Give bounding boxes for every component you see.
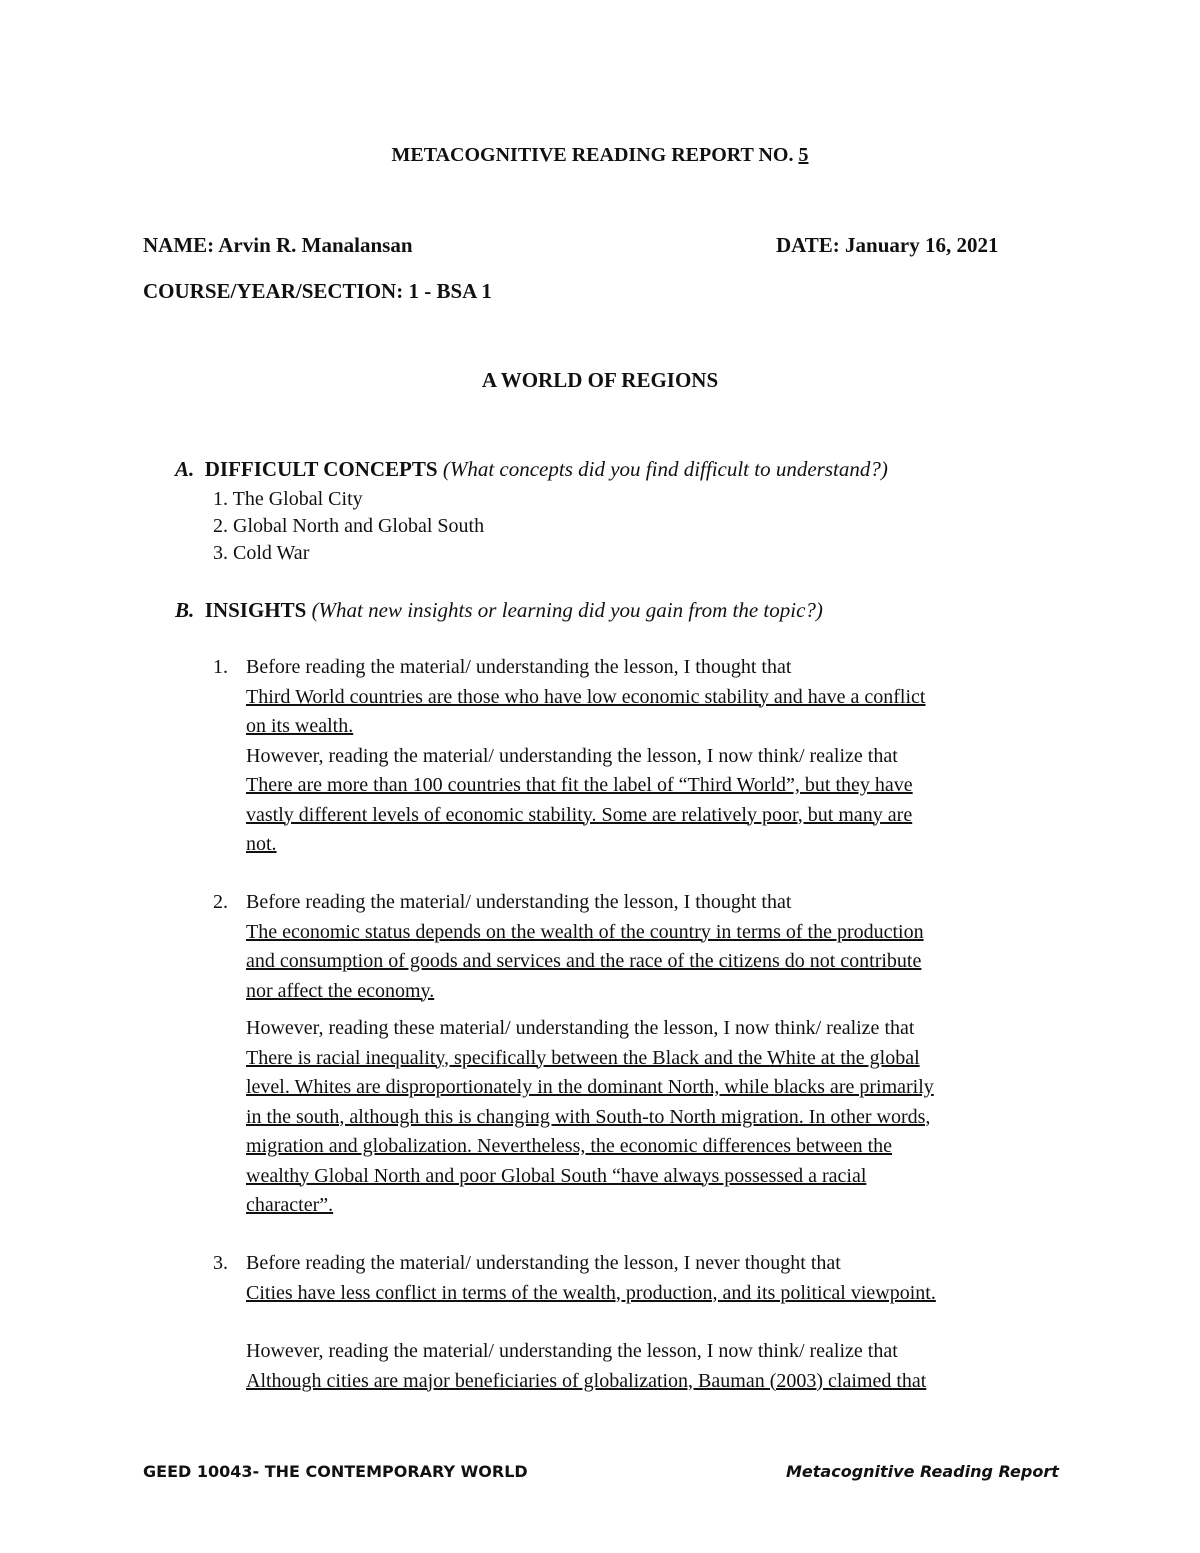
after-answer-line: Although cities are major beneficiaries of globalization, Bauman (2003) claimed that xyxy=(246,1369,927,1392)
before-prompt: Before reading the material/ understanding the lesson, I thought that xyxy=(246,891,792,913)
report-number: 5 xyxy=(798,144,809,166)
section-a-question: (What concepts did you find difficult to understand?) xyxy=(442,457,888,481)
before-answer-line: Third World countries are those who have low economic stability and have a conflict xyxy=(246,685,926,708)
after-prompt: However, reading these material/ understanding the lesson, I now think/ realize that xyxy=(246,1017,915,1039)
concept-item: 1. The Global City xyxy=(213,488,363,510)
after-answer-line: wealthy Global North and poor Global South “have always possessed a racial xyxy=(246,1164,867,1187)
insight-3 xyxy=(246,1249,1058,1396)
section-a-title: DIFFICULT CONCEPTS xyxy=(204,457,438,481)
report-date: DATE: January 16, 2021 xyxy=(776,233,999,257)
before-answer-line: and consumption of goods and services and the race of the citizens do not contribute xyxy=(246,950,922,972)
course-year-section: COURSE/YEAR/SECTION: 1 - BSA 1 xyxy=(143,279,492,303)
insight-number: 2. xyxy=(213,891,228,913)
concept-item: 3. Cold War xyxy=(213,542,310,564)
section-a-heading xyxy=(175,457,888,482)
after-answer-line: in the south, although this is changing with South-to North migration. In other words, xyxy=(246,1105,931,1128)
report-title-text: METACOGNITIVE READING REPORT NO. xyxy=(391,144,794,166)
footer-doc-type: Metacognitive Reading Report xyxy=(786,1462,1059,1481)
section-b-heading xyxy=(175,598,823,623)
after-prompt: However, reading the material/ understanding the lesson, I now think/ realize that xyxy=(246,744,898,767)
concept-item: 2. Global North and Global South xyxy=(213,515,485,537)
after-answer-line: level. Whites are disproportionately in the dominant North, while blacks are primarily xyxy=(246,1076,934,1098)
insight-2 xyxy=(246,888,1058,1221)
section-b-question: (What new insights or learning did you gain from the topic?) xyxy=(311,598,823,622)
student-name: NAME: Arvin R. Manalansan xyxy=(143,233,413,257)
spacer xyxy=(246,1006,1058,1014)
report-title xyxy=(0,144,1200,167)
section-a-letter: A. xyxy=(175,457,195,481)
after-answer-line: not. xyxy=(246,833,277,855)
after-answer-line: migration and globalization. Nevertheless, the economic differences between the xyxy=(246,1135,893,1157)
before-answer-line: nor affect the economy. xyxy=(246,979,435,1002)
insight-1 xyxy=(246,653,1058,860)
after-answer-line: There is racial inequality, specifically between the Black and the White at the global xyxy=(246,1046,920,1069)
spacer xyxy=(246,1308,1058,1337)
topic-title: A WORLD OF REGIONS xyxy=(481,368,719,392)
before-prompt: Before reading the material/ understanding the lesson, I thought that xyxy=(246,656,792,678)
after-answer-line: character”. xyxy=(246,1194,334,1216)
before-answer-line: on its wealth. xyxy=(246,715,354,737)
section-b-letter: B. xyxy=(175,598,195,622)
after-answer-line: There are more than 100 countries that fit the label of “Third World”, but they have xyxy=(246,774,913,796)
before-answer-line: Cities have less conflict in terms of the wealth, production, and its political viewpoint. xyxy=(246,1281,936,1304)
footer-course-code: GEED 10043- THE CONTEMPORARY WORLD xyxy=(143,1462,528,1481)
before-answer-line: The economic status depends on the wealth of the country in terms of the production xyxy=(246,920,924,943)
section-b-title: INSIGHTS xyxy=(204,598,307,622)
before-prompt: Before reading the material/ understanding the lesson, I never thought that xyxy=(246,1252,841,1274)
after-prompt: However, reading the material/ understanding the lesson, I now think/ realize that xyxy=(246,1340,898,1362)
insight-number: 1. xyxy=(213,656,228,678)
after-answer-line: vastly different levels of economic stability. Some are relatively poor, but many are xyxy=(246,803,913,826)
insight-number: 3. xyxy=(213,1252,228,1274)
